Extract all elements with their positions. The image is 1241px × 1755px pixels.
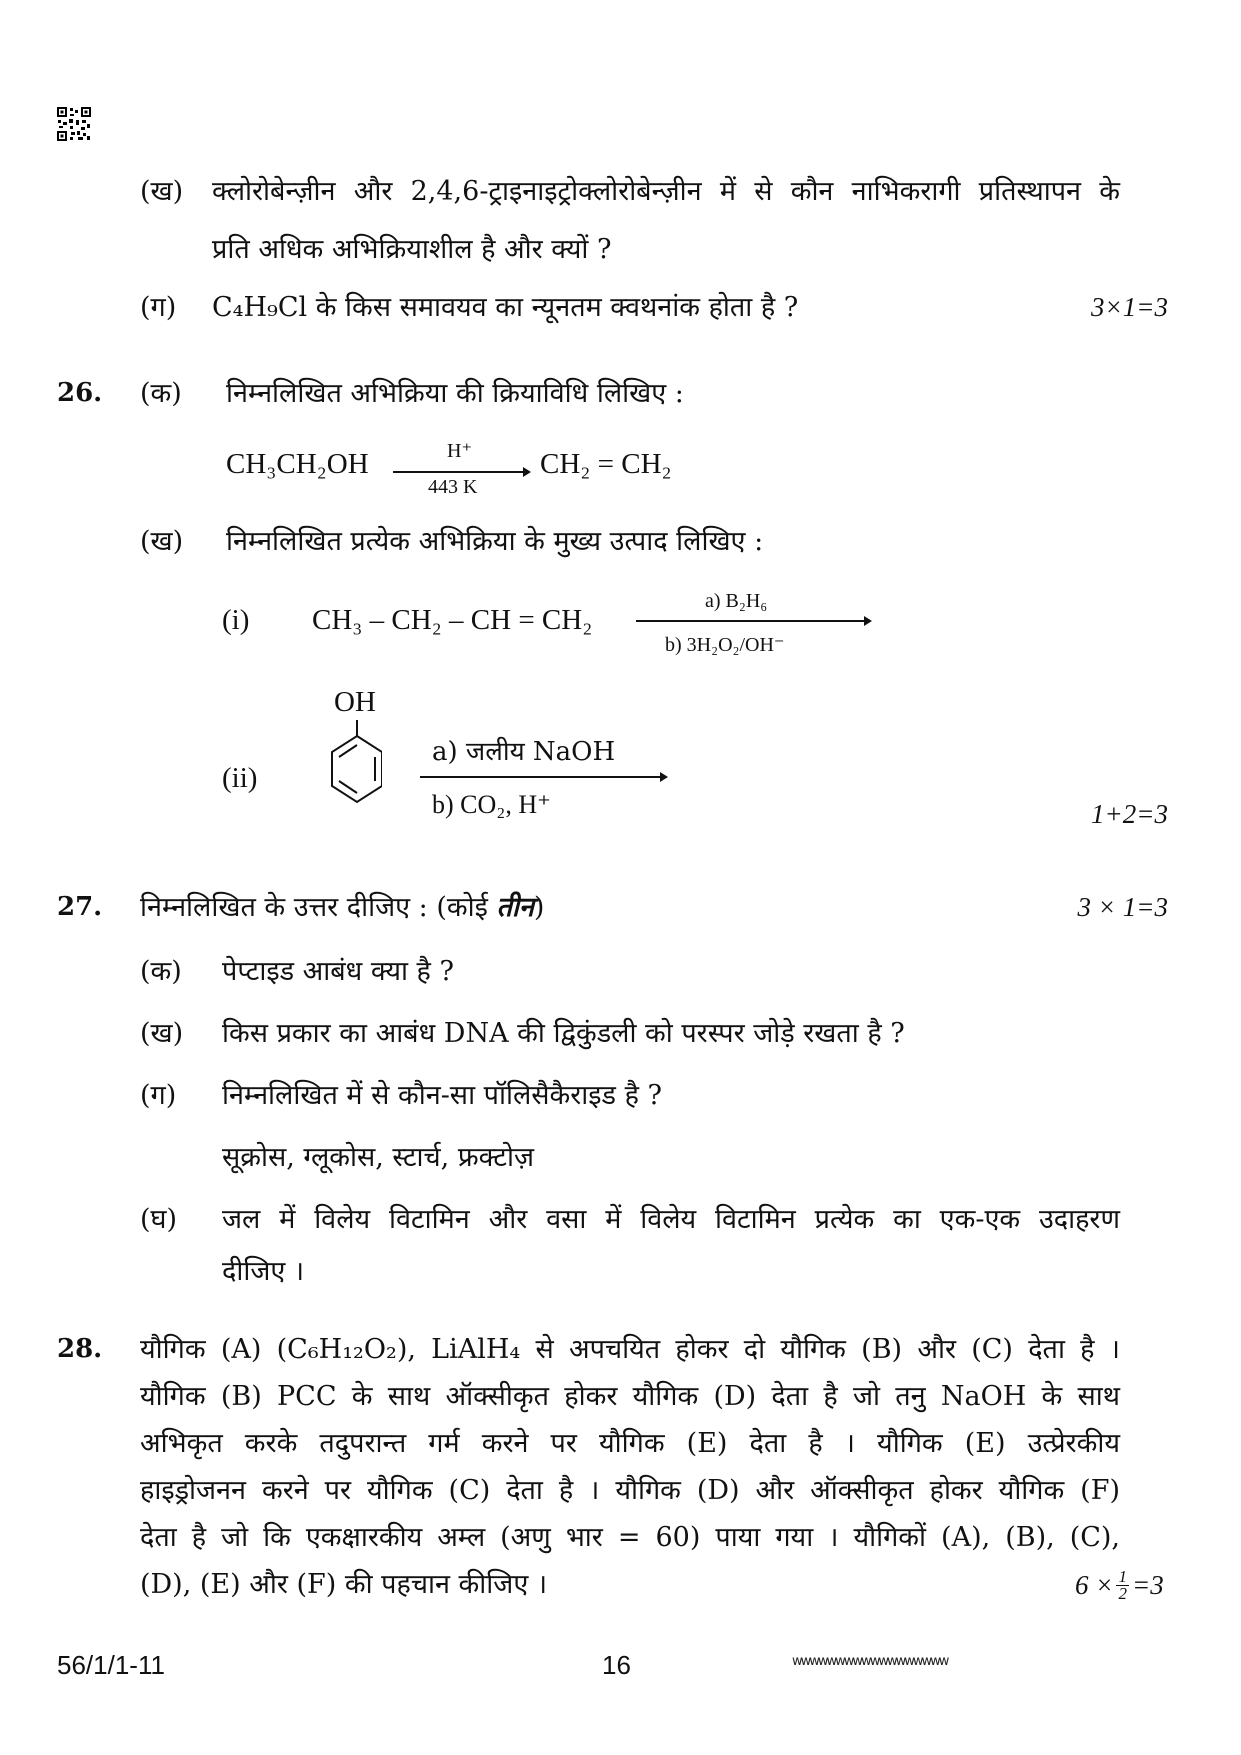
q27-marks: 3 × 1=3 (1077, 892, 1168, 922)
q25-b-label: (ख) (140, 176, 184, 207)
q26-a-label: (क) (140, 378, 182, 409)
q27-d-line2: दीजिए । (222, 1256, 305, 1287)
q26-marks: 1+2=3 (1091, 799, 1168, 829)
q26-ii-below: b) CO₂, H⁺ (432, 790, 551, 819)
q27-b-text: किस प्रकार का आबंध DNA की द्विकुंडली को परस्पर जोड़े रखता है ? (222, 1018, 905, 1049)
q26-number: 26. (57, 378, 103, 408)
eq1-reactant: CH₃CH₂OH (226, 448, 369, 480)
q26-i-above: a) B₂H₆ (705, 590, 768, 612)
q28-line6: (D), (E) और (F) की पहचान कीजिए । (140, 1569, 548, 1600)
eq1-below: 443 K (428, 476, 478, 498)
q27-b-label: (ख) (140, 1018, 184, 1049)
q25-c-text: C₄H₉Cl के किस समावयव का न्यूनतम क्वथनांक होता है ? (212, 292, 799, 323)
q26-i-label: (i) (222, 604, 250, 636)
q28-line2: यौगिक (B) PCC के साथ ऑक्सीकृत होकर यौगिक (D) देता है जो तनु NaOH के साथ (140, 1381, 1120, 1412)
q28-line4: हाइड्रोजनन करने पर यौगिक (C) देता है । यौगिक (D) और ऑक्सीकृत होकर यौगिक (F) (140, 1475, 1120, 1506)
q28-number: 28. (57, 1334, 103, 1364)
q25-b-line2: प्रति अधिक अभिक्रियाशील है और क्यों ? (212, 234, 612, 265)
q28-marks-numerator: 1 (1118, 1567, 1127, 1586)
q28-line3: अभिकृत करके तदुपरान्त गर्म करने पर यौगिक (E) देता है । यौगिक (E) उत्प्रेरकीय (140, 1428, 1120, 1459)
q27-d-label: (घ) (140, 1204, 178, 1235)
q26-b-label: (ख) (140, 526, 184, 557)
q26-i-below: b) 3H₂O₂/OH⁻ (665, 634, 785, 656)
q28-marks-denominator: 2 (1118, 1584, 1127, 1603)
q27-d-line1: जल में विलेय विटामिन और वसा में विलेय विटामिन प्रत्येक का एक-एक उदाहरण (222, 1204, 1120, 1235)
eq1-above: H⁺ (447, 440, 472, 462)
q27-intro: निम्नलिखित के उत्तर दीजिए : (कोई तीन) (140, 892, 545, 923)
q27-c-text: निम्नलिखित में से कौन-सा पॉलिसैकैराइड है ? (222, 1080, 662, 1111)
q25-c-label: (ग) (140, 292, 177, 323)
q27-a-label: (क) (140, 956, 182, 987)
q28-line1: यौगिक (A) (C₆H₁₂O₂), LiAlH₄ से अपचयित होकर दो यौगिक (B) और (C) देता है । (140, 1334, 1120, 1365)
q28-marks: 6 × $\frac{1}{2}$ =3 (1075, 1567, 1164, 1603)
q27-intro-emph: तीन (496, 892, 534, 923)
q25-marks: 3×1=3 (1091, 292, 1168, 322)
footer-wave-line: wwwwwwwwwwwwwwwwww (792, 1654, 948, 1669)
q26-i-arrow (636, 615, 872, 627)
q28-line5: देता है जो कि एकक्षारकीय अम्ल (अणु भार = 60) पाया गया । यौगिकों (A), (B), (C), (140, 1522, 1120, 1553)
qr-code-icon (57, 107, 91, 141)
q26-b-text: निम्नलिखित प्रत्येक अभिक्रिया के मुख्य उत्पाद लिखिए : (226, 526, 764, 557)
q26-a-text: निम्नलिखित अभिक्रिया की क्रियाविधि लिखिए : (226, 378, 684, 409)
q26-ii-above: a) जलीय NaOH (432, 737, 616, 767)
q26-i-reactant: CH₃ – CH₂ – CH = CH₂ (312, 604, 593, 636)
q25-b-line1: क्लोरोबेन्ज़ीन और 2,4,6-ट्राइनाइट्रोक्लोरोबेन्ज़ीन में से कौन नाभिकरागी प्रतिस्थापन के (212, 176, 1120, 207)
q27-a-text: पेप्टाइड आबंध क्या है ? (222, 956, 454, 987)
q27-c-options: सूक्रोस, ग्लूकोस, स्टार्च, फ्रक्टोज़ (222, 1142, 535, 1173)
q26-ii-label: (ii) (222, 762, 258, 794)
phenol-oh: OH (334, 686, 376, 718)
eq1-product: CH₂ = CH₂ (540, 448, 672, 480)
page-number: 16 (602, 1650, 631, 1680)
q26-ii-arrow (420, 771, 668, 783)
q27-c-label: (ग) (140, 1080, 177, 1111)
benzene-ring-icon (302, 720, 382, 812)
paper-code: 56/1/1-11 (57, 1650, 165, 1680)
q27-number: 27. (57, 892, 103, 922)
